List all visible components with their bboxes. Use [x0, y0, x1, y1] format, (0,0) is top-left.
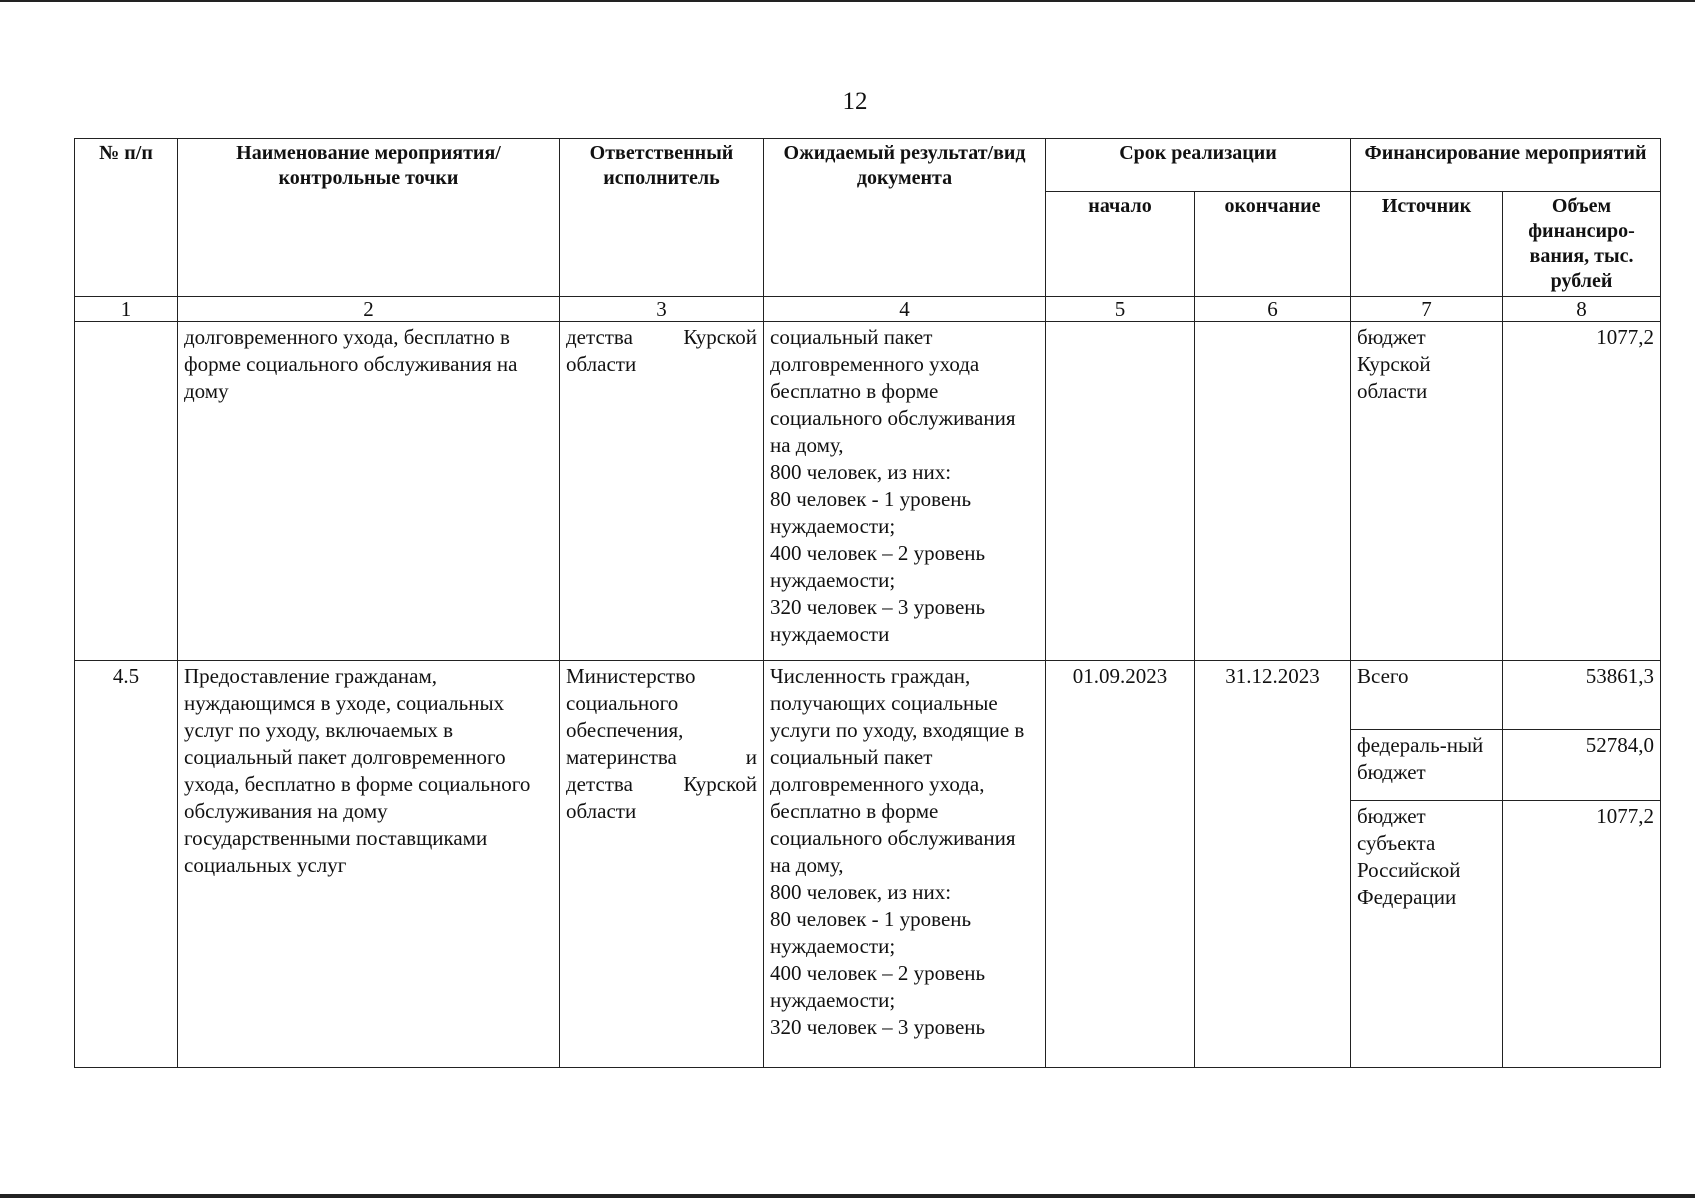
- finance-volume: 1077,2: [1503, 322, 1661, 661]
- finance-volume: 53861,3: [1503, 661, 1661, 730]
- header-finance-volume: Объем финансиро-вания, тыс. рублей: [1503, 192, 1661, 297]
- expected-result: социальный пакет долговременного ухода бесплатно в форме социального обслуживания на дому, 800 человек, из них: 80 человек - 1 уровень нуждаемости; 400 человек – 2 уровень нуждаемости; 320 человек – 3 уровень нуждаемости: [764, 322, 1046, 661]
- column-number: 6: [1195, 297, 1351, 322]
- header-term-start: начало: [1046, 192, 1195, 297]
- page-number: 12: [842, 88, 868, 115]
- header-finance-source: Источник: [1351, 192, 1503, 297]
- column-number: 7: [1351, 297, 1503, 322]
- column-number: 4: [764, 297, 1046, 322]
- header-number: № п/п: [75, 139, 178, 297]
- header-executor: Ответственный исполнитель: [560, 139, 764, 297]
- executor: Министерство социального обеспечения, материнства и детства Курской области: [560, 661, 764, 1068]
- header-term-group: Срок реализации: [1046, 139, 1351, 192]
- row-number: [75, 322, 178, 661]
- expected-result: Численность граждан, получающих социальные услуги по уходу, входящие в социальный пакет долговременного ухода, бесплатно в форме социального обслуживания на дому, 800 человек, из них: 80 человек - 1 уровень нуждаемости; 400 человек – 2 уровень нуждаемости; 320 человек – 3 уровень: [764, 661, 1046, 1068]
- finance-volume: 52784,0: [1503, 730, 1661, 801]
- table-row-4-5: [75, 661, 1661, 730]
- header-expected-result: Ожидаемый результат/вид документа: [764, 139, 1046, 297]
- term-start: 01.09.2023: [1046, 661, 1195, 1068]
- executor: детства Курской области: [560, 322, 764, 661]
- activity-name: Предоставление гражданам, нуждающимся в уходе, социальных услуг по уходу, включаемых в социальный пакет долговременного ухода, бесплатно в форме социального обслуживания на дому государственными поставщиками социальных услуг: [178, 661, 560, 1068]
- column-number-row: [75, 297, 1661, 322]
- scan-edge-bottom: [0, 1194, 1695, 1198]
- header-finance-group: Финансирование мероприятий: [1351, 139, 1661, 192]
- finance-source: бюджет субъекта Российской Федерации: [1351, 801, 1503, 1068]
- finance-source: федераль-ный бюджет: [1351, 730, 1503, 801]
- column-number: 5: [1046, 297, 1195, 322]
- header-row: [75, 139, 1661, 192]
- finance-source: Всего: [1351, 661, 1503, 730]
- column-number: 1: [75, 297, 178, 322]
- term-end: 31.12.2023: [1195, 661, 1351, 1068]
- header-activity-name: Наименование мероприятия/ контрольные точки: [178, 139, 560, 297]
- header-term-end: окончание: [1195, 192, 1351, 297]
- activities-table: [74, 138, 1661, 1068]
- finance-source: бюджет Курской области: [1351, 322, 1503, 661]
- term-end: [1195, 322, 1351, 661]
- row-number: 4.5: [75, 661, 178, 1068]
- column-number: 2: [178, 297, 560, 322]
- column-number: 8: [1503, 297, 1661, 322]
- finance-volume: 1077,2: [1503, 801, 1661, 1068]
- activity-name: долговременного ухода, бесплатно в форме социального обслуживания на дому: [178, 322, 560, 661]
- term-start: [1046, 322, 1195, 661]
- scan-edge-top: [0, 0, 1695, 2]
- table-row-continuation: [75, 322, 1661, 661]
- column-number: 3: [560, 297, 764, 322]
